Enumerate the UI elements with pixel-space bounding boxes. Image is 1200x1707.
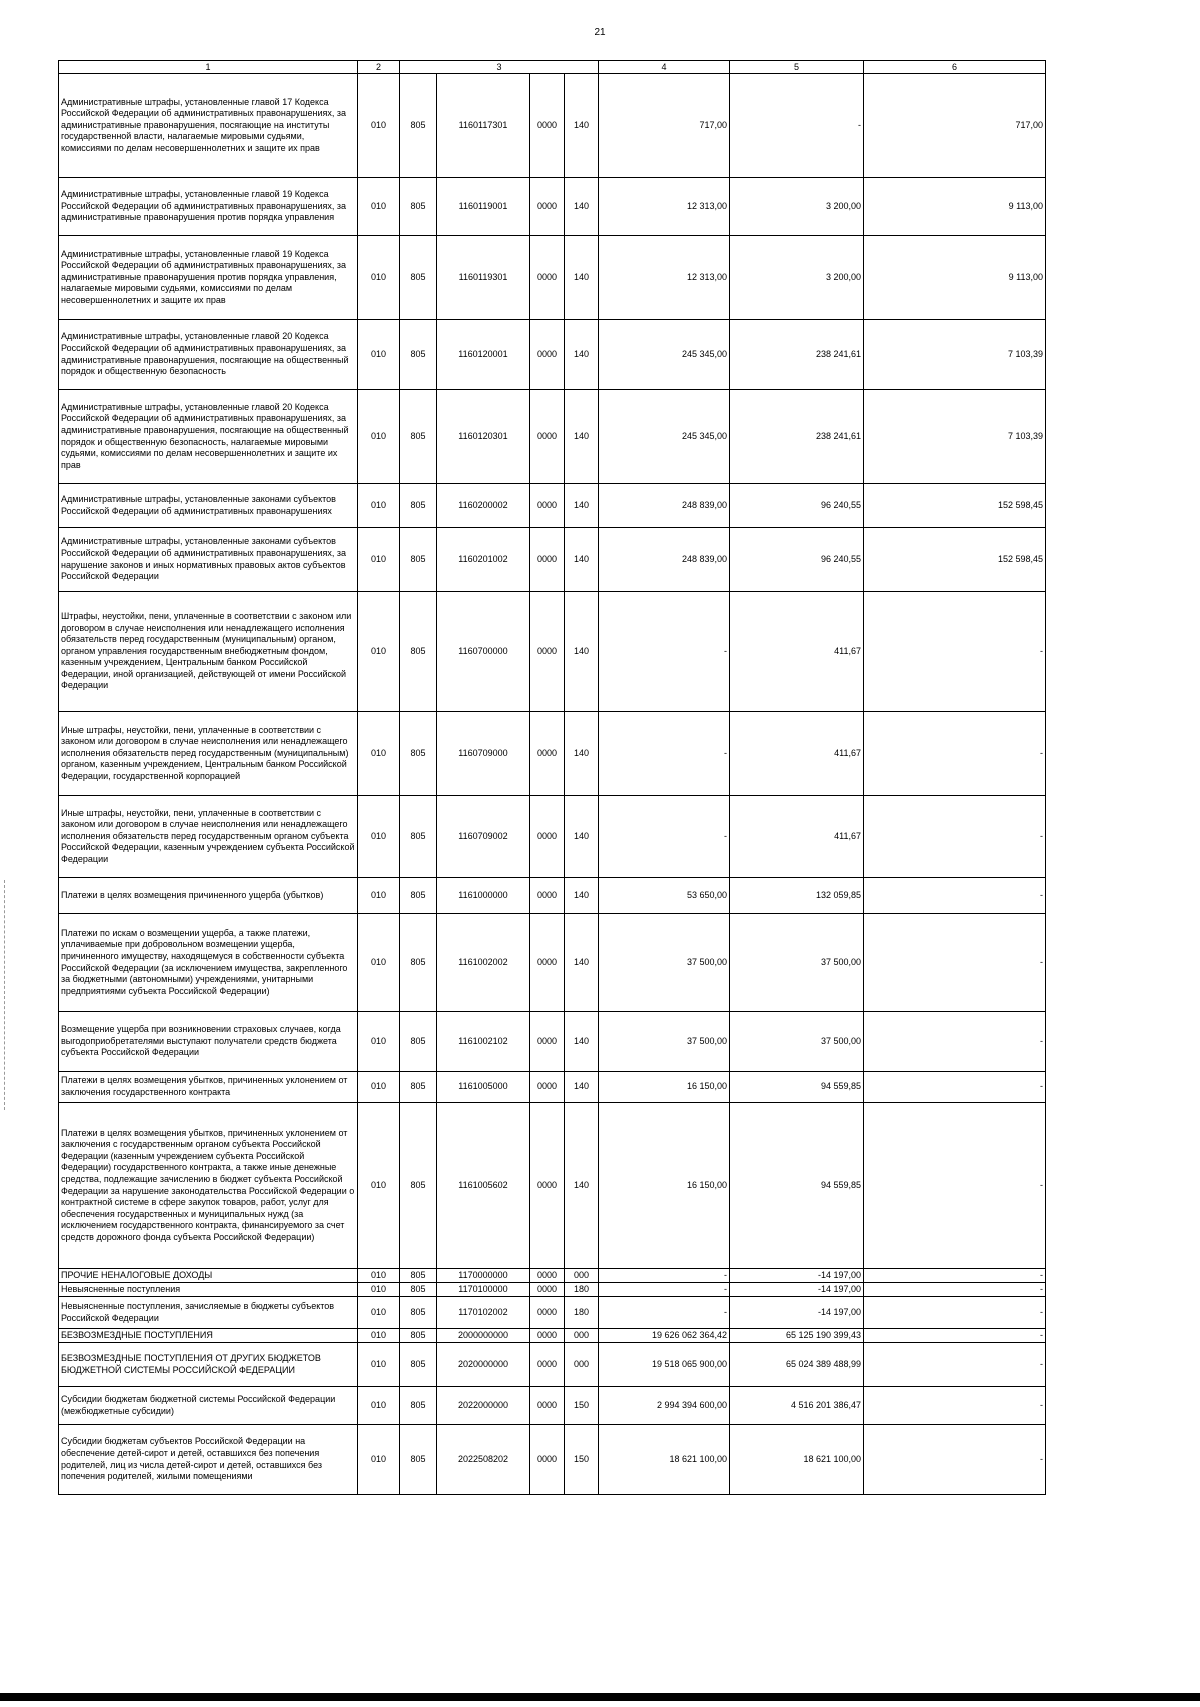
row-value-col4: 12 313,00 [599, 178, 730, 236]
table-row [59, 320, 1046, 390]
row-line-code: 010 [358, 1103, 400, 1269]
row-name: Платежи в целях возмещения причиненного ущерба (убытков) [59, 878, 358, 914]
page-number: 21 [594, 27, 606, 38]
row-code-type: 2022508202 [437, 1425, 530, 1495]
row-value-col6: - [864, 1297, 1046, 1329]
row-code-kosgu: 140 [565, 712, 599, 796]
row-value-col4: 245 345,00 [599, 320, 730, 390]
row-code-subtype: 0000 [530, 1387, 565, 1425]
table-row [59, 1072, 1046, 1103]
table-row [59, 1283, 1046, 1297]
row-name: Невыясненные поступления, зачисляемые в бюджеты субъектов Российской Федерации [59, 1297, 358, 1329]
row-line-code: 010 [358, 1425, 400, 1495]
row-code-kosgu: 140 [565, 1103, 599, 1269]
column-number-header-row [59, 61, 1046, 74]
row-value-col4: - [599, 712, 730, 796]
row-name: Платежи по искам о возмещении ущерба, а также платежи, уплачиваемые при добровольном возмещении ущерба, причиненного имуществу, находящемуся в собственности субъекта Российской Федерации (за исключением имущества, закрепленного за бюджетными (автономными) учреждениями, унитарными предприятиями субъекта Российской Федерации) [59, 914, 358, 1012]
row-name: Иные штрафы, неустойки, пени, уплаченные в соответствии с законом или договором в случае неисполнения или ненадлежащего исполнения обязательств перед государственным органом субъекта Российской Федерации, казенным учреждением субъекта Российской Федерации [59, 796, 358, 878]
row-value-col4: 37 500,00 [599, 914, 730, 1012]
row-value-col6: - [864, 592, 1046, 712]
row-code-subtype: 0000 [530, 796, 565, 878]
table-row [59, 1343, 1046, 1387]
row-value-col6: - [864, 1072, 1046, 1103]
row-code-admin: 805 [400, 1329, 437, 1343]
row-line-code: 010 [358, 390, 400, 484]
row-name: Административные штрафы, установленные главой 20 Кодекса Российской Федерации об административных правонарушениях, за административные правонарушения, посягающие на общественный порядок и общественную безопасность, налагаемые мировыми судьями, комиссиями по делам несовершеннолетних и защите их прав [59, 390, 358, 484]
row-value-col5: 238 241,61 [730, 390, 864, 484]
row-code-type: 1161000000 [437, 878, 530, 914]
row-code-type: 1160120301 [437, 390, 530, 484]
row-value-col5: 411,67 [730, 712, 864, 796]
row-code-admin: 805 [400, 592, 437, 712]
row-code-subtype: 0000 [530, 236, 565, 320]
row-line-code: 010 [358, 1297, 400, 1329]
row-line-code: 010 [358, 74, 400, 178]
table-row [59, 878, 1046, 914]
table-row [59, 1387, 1046, 1425]
row-value-col4: 16 150,00 [599, 1103, 730, 1269]
table-row [59, 390, 1046, 484]
row-value-col5: 411,67 [730, 796, 864, 878]
row-code-kosgu: 140 [565, 390, 599, 484]
row-code-subtype: 0000 [530, 74, 565, 178]
row-code-subtype: 0000 [530, 914, 565, 1012]
row-value-col6: - [864, 712, 1046, 796]
row-code-admin: 805 [400, 712, 437, 796]
row-line-code: 010 [358, 1343, 400, 1387]
row-name: Административные штрафы, установленные законами субъектов Российской Федерации об административных правонарушениях, за нарушение законов и иных нормативных правовых актов субъектов Российской Федерации [59, 528, 358, 592]
row-code-subtype: 0000 [530, 178, 565, 236]
row-code-subtype: 0000 [530, 1283, 565, 1297]
row-line-code: 010 [358, 1387, 400, 1425]
row-value-col6: - [864, 796, 1046, 878]
row-code-kosgu: 140 [565, 236, 599, 320]
row-code-type: 1160709002 [437, 796, 530, 878]
row-value-col4: 19 626 062 364,42 [599, 1329, 730, 1343]
row-line-code: 010 [358, 1269, 400, 1283]
row-code-type: 2022000000 [437, 1387, 530, 1425]
row-value-col5: 411,67 [730, 592, 864, 712]
row-line-code: 010 [358, 484, 400, 528]
header-col-3: 3 [400, 61, 599, 74]
row-code-subtype: 0000 [530, 878, 565, 914]
table-row [59, 236, 1046, 320]
row-line-code: 010 [358, 1072, 400, 1103]
row-value-col5: 4 516 201 386,47 [730, 1387, 864, 1425]
row-code-kosgu: 140 [565, 178, 599, 236]
row-code-kosgu: 140 [565, 914, 599, 1012]
row-line-code: 010 [358, 712, 400, 796]
row-code-kosgu: 140 [565, 796, 599, 878]
table-row [59, 74, 1046, 178]
row-code-subtype: 0000 [530, 1329, 565, 1343]
row-code-subtype: 0000 [530, 484, 565, 528]
row-code-subtype: 0000 [530, 528, 565, 592]
row-name: Субсидии бюджетам субъектов Российской Федерации на обеспечение детей-сирот и детей, оставшихся без попечения родителей, лиц из числа детей-сирот и детей, оставшихся без попечения родителей, жилыми помещениями [59, 1425, 358, 1495]
row-name: Невыясненные поступления [59, 1283, 358, 1297]
row-code-subtype: 0000 [530, 1343, 565, 1387]
row-line-code: 010 [358, 914, 400, 1012]
row-value-col4: 53 650,00 [599, 878, 730, 914]
row-name: Штрафы, неустойки, пени, уплаченные в соответствии с законом или договором в случае неисполнения или ненадлежащего исполнения обязательств перед государственным (муниципальным) органом, органом управления государственным внебюджетным фондом, казенным учреждением, Центральным банком Российской Федерации, иной организацией, действующей от имени Российской Федерации [59, 592, 358, 712]
row-value-col5: 65 024 389 488,99 [730, 1343, 864, 1387]
row-value-col5: 37 500,00 [730, 914, 864, 1012]
row-line-code: 010 [358, 1283, 400, 1297]
row-line-code: 010 [358, 796, 400, 878]
table-row [59, 1012, 1046, 1072]
row-code-admin: 805 [400, 178, 437, 236]
row-code-admin: 805 [400, 74, 437, 178]
table-row [59, 484, 1046, 528]
header-col-1: 1 [59, 61, 358, 74]
row-code-kosgu: 140 [565, 1012, 599, 1072]
row-value-col5: -14 197,00 [730, 1269, 864, 1283]
row-value-col4: 16 150,00 [599, 1072, 730, 1103]
row-value-col6: - [864, 1103, 1046, 1269]
row-value-col4: - [599, 796, 730, 878]
row-code-subtype: 0000 [530, 592, 565, 712]
row-code-type: 1160700000 [437, 592, 530, 712]
row-code-type: 2000000000 [437, 1329, 530, 1343]
row-value-col4: 2 994 394 600,00 [599, 1387, 730, 1425]
row-code-type: 1170102002 [437, 1297, 530, 1329]
row-line-code: 010 [358, 1329, 400, 1343]
row-name: Иные штрафы, неустойки, пени, уплаченные в соответствии с законом или договором в случае неисполнения или ненадлежащего исполнения обязательств перед государственным (муниципальным) органом, казенным учреждением, Центральным банком Российской Федерации, государственной корпорацией [59, 712, 358, 796]
row-code-kosgu: 140 [565, 484, 599, 528]
row-code-subtype: 0000 [530, 390, 565, 484]
table-row [59, 592, 1046, 712]
row-code-admin: 805 [400, 1297, 437, 1329]
row-line-code: 010 [358, 528, 400, 592]
row-code-type: 1160201002 [437, 528, 530, 592]
row-value-col5: - [730, 74, 864, 178]
row-code-admin: 805 [400, 1072, 437, 1103]
row-code-type: 1170000000 [437, 1269, 530, 1283]
row-line-code: 010 [358, 1012, 400, 1072]
row-value-col5: 37 500,00 [730, 1012, 864, 1072]
row-code-admin: 805 [400, 1425, 437, 1495]
row-code-kosgu: 000 [565, 1269, 599, 1283]
table-row [59, 1103, 1046, 1269]
row-name: Административные штрафы, установленные главой 17 Кодекса Российской Федерации об административных правонарушениях, за административные правонарушения, посягающие на институты государственной власти, налагаемые мировыми судьями, комиссиями по делам несовершеннолетних и защите их прав [59, 74, 358, 178]
row-value-col6: 7 103,39 [864, 390, 1046, 484]
row-code-admin: 805 [400, 390, 437, 484]
report-table [58, 60, 1046, 1495]
row-code-admin: 805 [400, 878, 437, 914]
row-code-subtype: 0000 [530, 1269, 565, 1283]
row-line-code: 010 [358, 878, 400, 914]
row-value-col4: - [599, 1297, 730, 1329]
row-value-col6: - [864, 1283, 1046, 1297]
row-code-type: 1170100000 [437, 1283, 530, 1297]
row-line-code: 010 [358, 236, 400, 320]
row-value-col6: 9 113,00 [864, 236, 1046, 320]
row-value-col4: 18 621 100,00 [599, 1425, 730, 1495]
table-row [59, 528, 1046, 592]
row-name: БЕЗВОЗМЕЗДНЫЕ ПОСТУПЛЕНИЯ ОТ ДРУГИХ БЮДЖЕТОВ БЮДЖЕТНОЙ СИСТЕМЫ РОССИЙСКОЙ ФЕДЕРАЦИИ [59, 1343, 358, 1387]
row-line-code: 010 [358, 592, 400, 712]
row-value-col4: 245 345,00 [599, 390, 730, 484]
row-value-col4: 12 313,00 [599, 236, 730, 320]
row-name: Платежи в целях возмещения убытков, причиненных уклонением от заключения с государственным органом субъекта Российской Федерации (казенным учреждением субъекта Российской Федерации) государственного контракта, а также иные денежные средства, подлежащие зачислению в бюджет субъекта Российской Федерации за нарушение законодательства Российской Федерации о контрактной системе в сфере закупок товаров, работ, услуг для обеспечения государственных и муниципальных нужд (за исключением государственного контракта, финансируемого за счет средств дорожного фонда субъекта Российской Федерации) [59, 1103, 358, 1269]
table-row [59, 914, 1046, 1012]
row-code-admin: 805 [400, 320, 437, 390]
row-value-col5: 132 059,85 [730, 878, 864, 914]
row-value-col6: - [864, 1012, 1046, 1072]
row-code-type: 2020000000 [437, 1343, 530, 1387]
table-row [59, 1425, 1046, 1495]
row-code-kosgu: 000 [565, 1343, 599, 1387]
row-value-col5: -14 197,00 [730, 1283, 864, 1297]
row-value-col6: 152 598,45 [864, 484, 1046, 528]
row-value-col5: 3 200,00 [730, 236, 864, 320]
row-name: Административные штрафы, установленные главой 19 Кодекса Российской Федерации об административных правонарушениях, за административные правонарушения против порядка управления, налагаемые мировыми судьями, комиссиями по делам несовершеннолетних и защите их прав [59, 236, 358, 320]
row-value-col5: 238 241,61 [730, 320, 864, 390]
row-value-col6: 7 103,39 [864, 320, 1046, 390]
row-code-subtype: 0000 [530, 320, 565, 390]
row-value-col6: 9 113,00 [864, 178, 1046, 236]
row-code-admin: 805 [400, 1387, 437, 1425]
row-value-col4: 37 500,00 [599, 1012, 730, 1072]
row-value-col6: - [864, 1343, 1046, 1387]
table-row [59, 796, 1046, 878]
row-code-type: 1160119001 [437, 178, 530, 236]
row-value-col4: - [599, 1283, 730, 1297]
row-code-admin: 805 [400, 796, 437, 878]
row-code-kosgu: 140 [565, 592, 599, 712]
row-name: Административные штрафы, установленные главой 20 Кодекса Российской Федерации об административных правонарушениях, за административные правонарушения, посягающие на общественный порядок и общественную безопасность [59, 320, 358, 390]
scan-edge-mark [4, 880, 6, 1110]
row-code-type: 1161002002 [437, 914, 530, 1012]
table-row [59, 178, 1046, 236]
row-value-col6: - [864, 1269, 1046, 1283]
table-row [59, 1269, 1046, 1283]
row-code-admin: 805 [400, 1012, 437, 1072]
row-code-type: 1161005602 [437, 1103, 530, 1269]
row-name: Административные штрафы, установленные законами субъектов Российской Федерации об административных правонарушениях [59, 484, 358, 528]
row-code-kosgu: 140 [565, 528, 599, 592]
row-name: Возмещение ущерба при возникновении страховых случаев, когда выгодоприобретателями выступают получатели средств бюджета субъекта Российской Федерации [59, 1012, 358, 1072]
row-value-col6: - [864, 1425, 1046, 1495]
row-code-kosgu: 180 [565, 1297, 599, 1329]
row-code-kosgu: 140 [565, 1072, 599, 1103]
row-value-col6: - [864, 1329, 1046, 1343]
table-row [59, 1297, 1046, 1329]
header-col-6: 6 [864, 61, 1046, 74]
row-value-col6: - [864, 878, 1046, 914]
table-row [59, 1329, 1046, 1343]
row-value-col4: 19 518 065 900,00 [599, 1343, 730, 1387]
row-value-col5: 3 200,00 [730, 178, 864, 236]
row-code-kosgu: 140 [565, 878, 599, 914]
row-code-admin: 805 [400, 1283, 437, 1297]
row-code-kosgu: 000 [565, 1329, 599, 1343]
row-value-col5: 94 559,85 [730, 1072, 864, 1103]
row-code-type: 1160120001 [437, 320, 530, 390]
row-value-col5: 96 240,55 [730, 484, 864, 528]
scan-bottom-border [0, 1693, 1200, 1701]
row-value-col5: 94 559,85 [730, 1103, 864, 1269]
table-row [59, 712, 1046, 796]
row-code-type: 1161002102 [437, 1012, 530, 1072]
row-code-subtype: 0000 [530, 1012, 565, 1072]
row-code-admin: 805 [400, 1343, 437, 1387]
row-code-subtype: 0000 [530, 1103, 565, 1269]
row-name: Административные штрафы, установленные главой 19 Кодекса Российской Федерации об административных правонарушениях, за административные правонарушения против порядка управления [59, 178, 358, 236]
header-col-5: 5 [730, 61, 864, 74]
row-code-subtype: 0000 [530, 1425, 565, 1495]
row-code-admin: 805 [400, 1269, 437, 1283]
row-code-subtype: 0000 [530, 1072, 565, 1103]
row-code-subtype: 0000 [530, 712, 565, 796]
row-code-type: 1160709000 [437, 712, 530, 796]
row-value-col6: 152 598,45 [864, 528, 1046, 592]
row-code-type: 1160119301 [437, 236, 530, 320]
row-value-col4: - [599, 592, 730, 712]
row-code-kosgu: 150 [565, 1387, 599, 1425]
header-col-2: 2 [358, 61, 400, 74]
header-col-4: 4 [599, 61, 730, 74]
row-value-col6: - [864, 1387, 1046, 1425]
row-code-type: 1160200002 [437, 484, 530, 528]
row-name: ПРОЧИЕ НЕНАЛОГОВЫЕ ДОХОДЫ [59, 1269, 358, 1283]
row-value-col5: 65 125 190 399,43 [730, 1329, 864, 1343]
row-value-col6: 717,00 [864, 74, 1046, 178]
row-code-admin: 805 [400, 484, 437, 528]
row-code-kosgu: 150 [565, 1425, 599, 1495]
row-line-code: 010 [358, 320, 400, 390]
row-code-kosgu: 180 [565, 1283, 599, 1297]
row-code-type: 1161005000 [437, 1072, 530, 1103]
row-value-col4: - [599, 1269, 730, 1283]
row-code-admin: 805 [400, 914, 437, 1012]
row-value-col5: 96 240,55 [730, 528, 864, 592]
row-code-kosgu: 140 [565, 74, 599, 178]
row-value-col5: 18 621 100,00 [730, 1425, 864, 1495]
row-value-col4: 248 839,00 [599, 484, 730, 528]
row-code-kosgu: 140 [565, 320, 599, 390]
row-name: БЕЗВОЗМЕЗДНЫЕ ПОСТУПЛЕНИЯ [59, 1329, 358, 1343]
row-code-admin: 805 [400, 1103, 437, 1269]
row-name: Субсидии бюджетам бюджетной системы Российской Федерации (межбюджетные субсидии) [59, 1387, 358, 1425]
row-code-admin: 805 [400, 236, 437, 320]
row-name: Платежи в целях возмещения убытков, причиненных уклонением от заключения государственного контракта [59, 1072, 358, 1103]
row-code-admin: 805 [400, 528, 437, 592]
row-value-col4: 248 839,00 [599, 528, 730, 592]
row-code-subtype: 0000 [530, 1297, 565, 1329]
row-value-col5: -14 197,00 [730, 1297, 864, 1329]
row-line-code: 010 [358, 178, 400, 236]
row-value-col4: 717,00 [599, 74, 730, 178]
row-code-type: 1160117301 [437, 74, 530, 178]
row-value-col6: - [864, 914, 1046, 1012]
